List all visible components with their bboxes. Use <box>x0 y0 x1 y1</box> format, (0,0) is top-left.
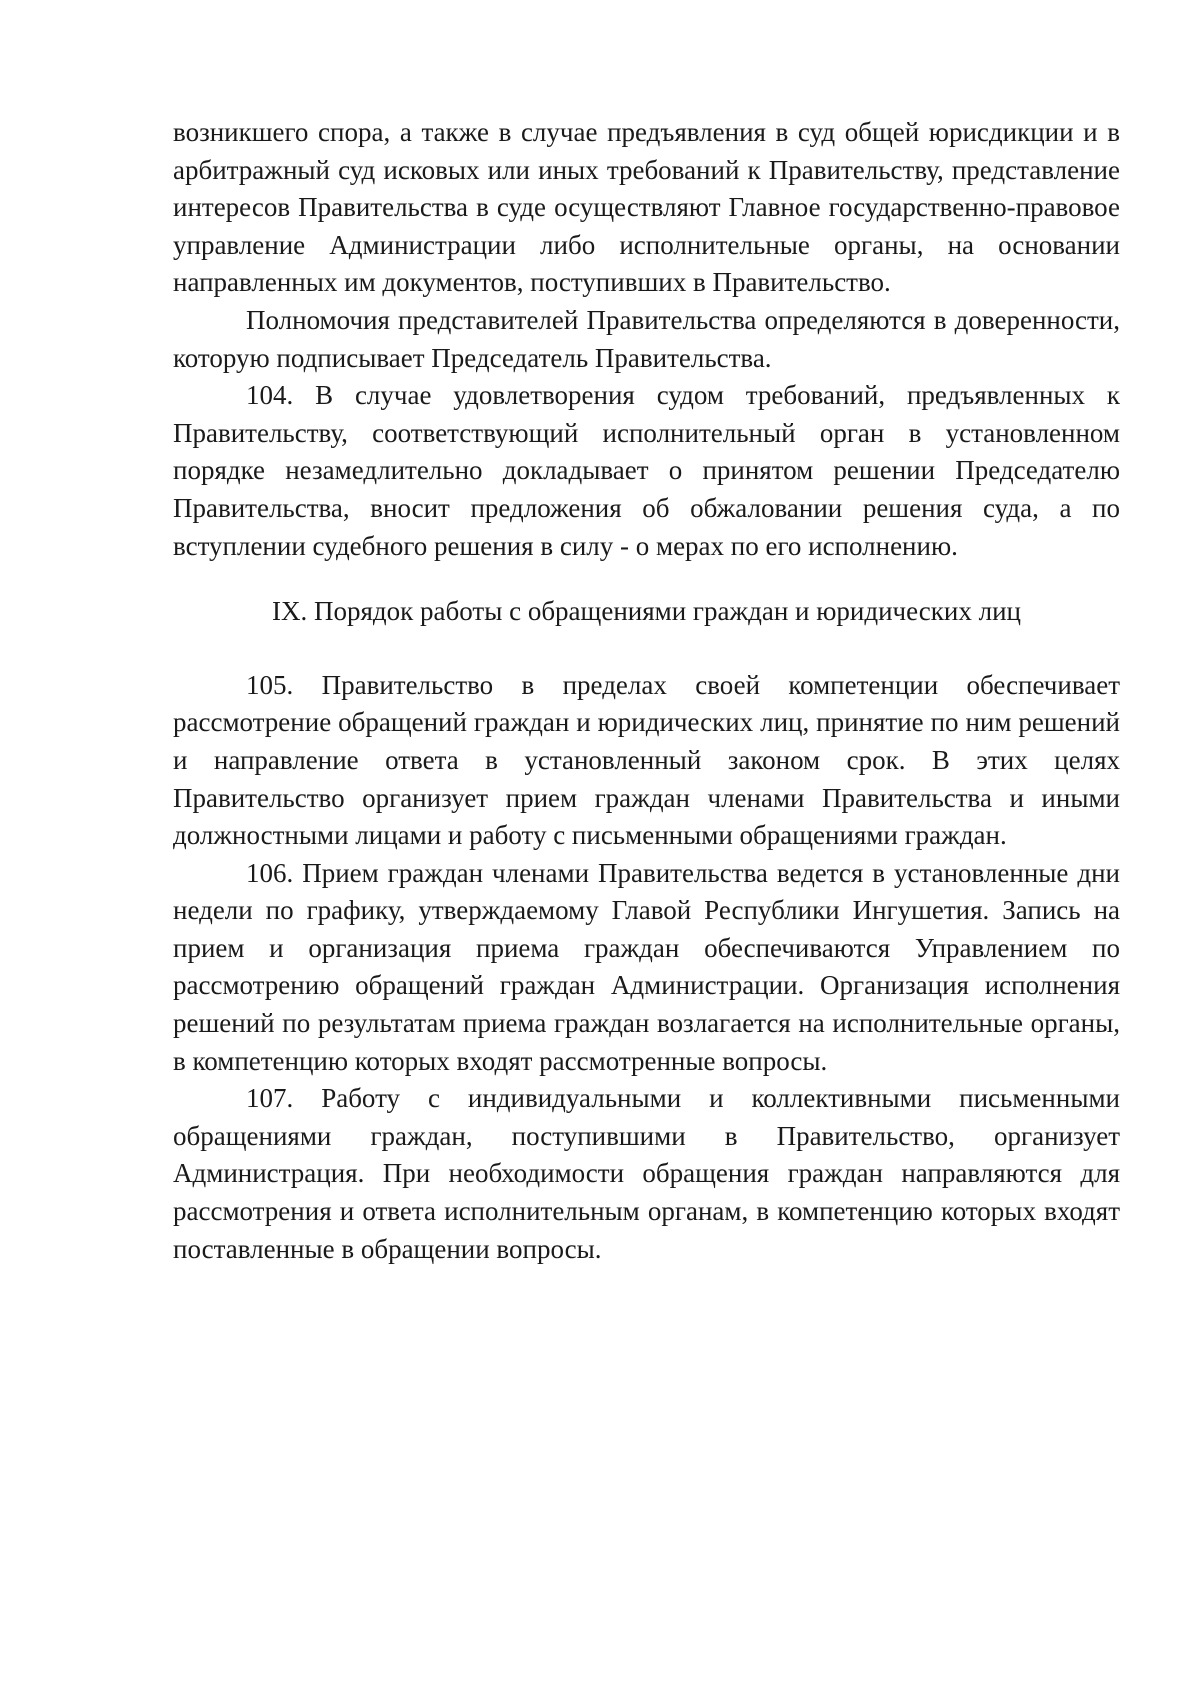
document-body <box>173 114 1120 1268</box>
paragraph-105: 105. Правительство в пределах своей компетенции обеспечивает рассмотрение обращений граждан и юридических лиц, принятие по ним решений и направление ответа в установленный законом срок. В этих целях Правительство организует прием граждан членами Правительства и иными должностными лицами и работу с письменными обращениями граждан. <box>173 669 1120 851</box>
paragraph-106: 106. Прием граждан членами Правительства ведется в установленные дни недели по графику, утверждаемому Главой Республики Ингушетия. Запись на прием и организация приема граждан обеспечиваются Управлением по рассмотрению обращений граждан Администрации. Организация исполнения решений по результатам приема граждан возлагается на исполнительные органы, в компетенцию которых входят рассмотренные вопросы. <box>173 857 1120 1076</box>
paragraph-continuation: возникшего спора, а также в случае предъявления в суд общей юрисдикции и в арбитражный суд исковых или иных требований к Правительству, представление интересов Правительства в суде осуществляют Главное государственно-правовое управление Администрации либо исполнительные органы, на основании направленных им документов, поступивших в Правительство. <box>173 117 1120 298</box>
section-heading-ix: IX. Порядок работы с обращениями граждан и юридических лиц <box>272 596 1021 627</box>
paragraph-107: 107. Работу с индивидуальными и коллективными письменными обращениями граждан, поступившими в Правительство, организует Администрация. При необходимости обращения граждан направляются для рассмотрения и ответа исполнительным органам, в компетенцию которых входят поставленные в обращении вопросы. <box>173 1083 1120 1264</box>
paragraph-104: 104. В случае удовлетворения судом требований, предъявленных к Правительству, соответствующий исполнительный орган в установленном порядке незамедлительно докладывает о принятом решении Председателю Правительства, вносит предложения об обжаловании решения суда, а по вступлении судебного решения в силу - о мерах по его исполнению. <box>173 380 1120 561</box>
paragraph-representatives-authority: Полномочия представителей Правительства определяются в доверенности, которую подписывает Председатель Правительства. <box>173 304 1120 373</box>
